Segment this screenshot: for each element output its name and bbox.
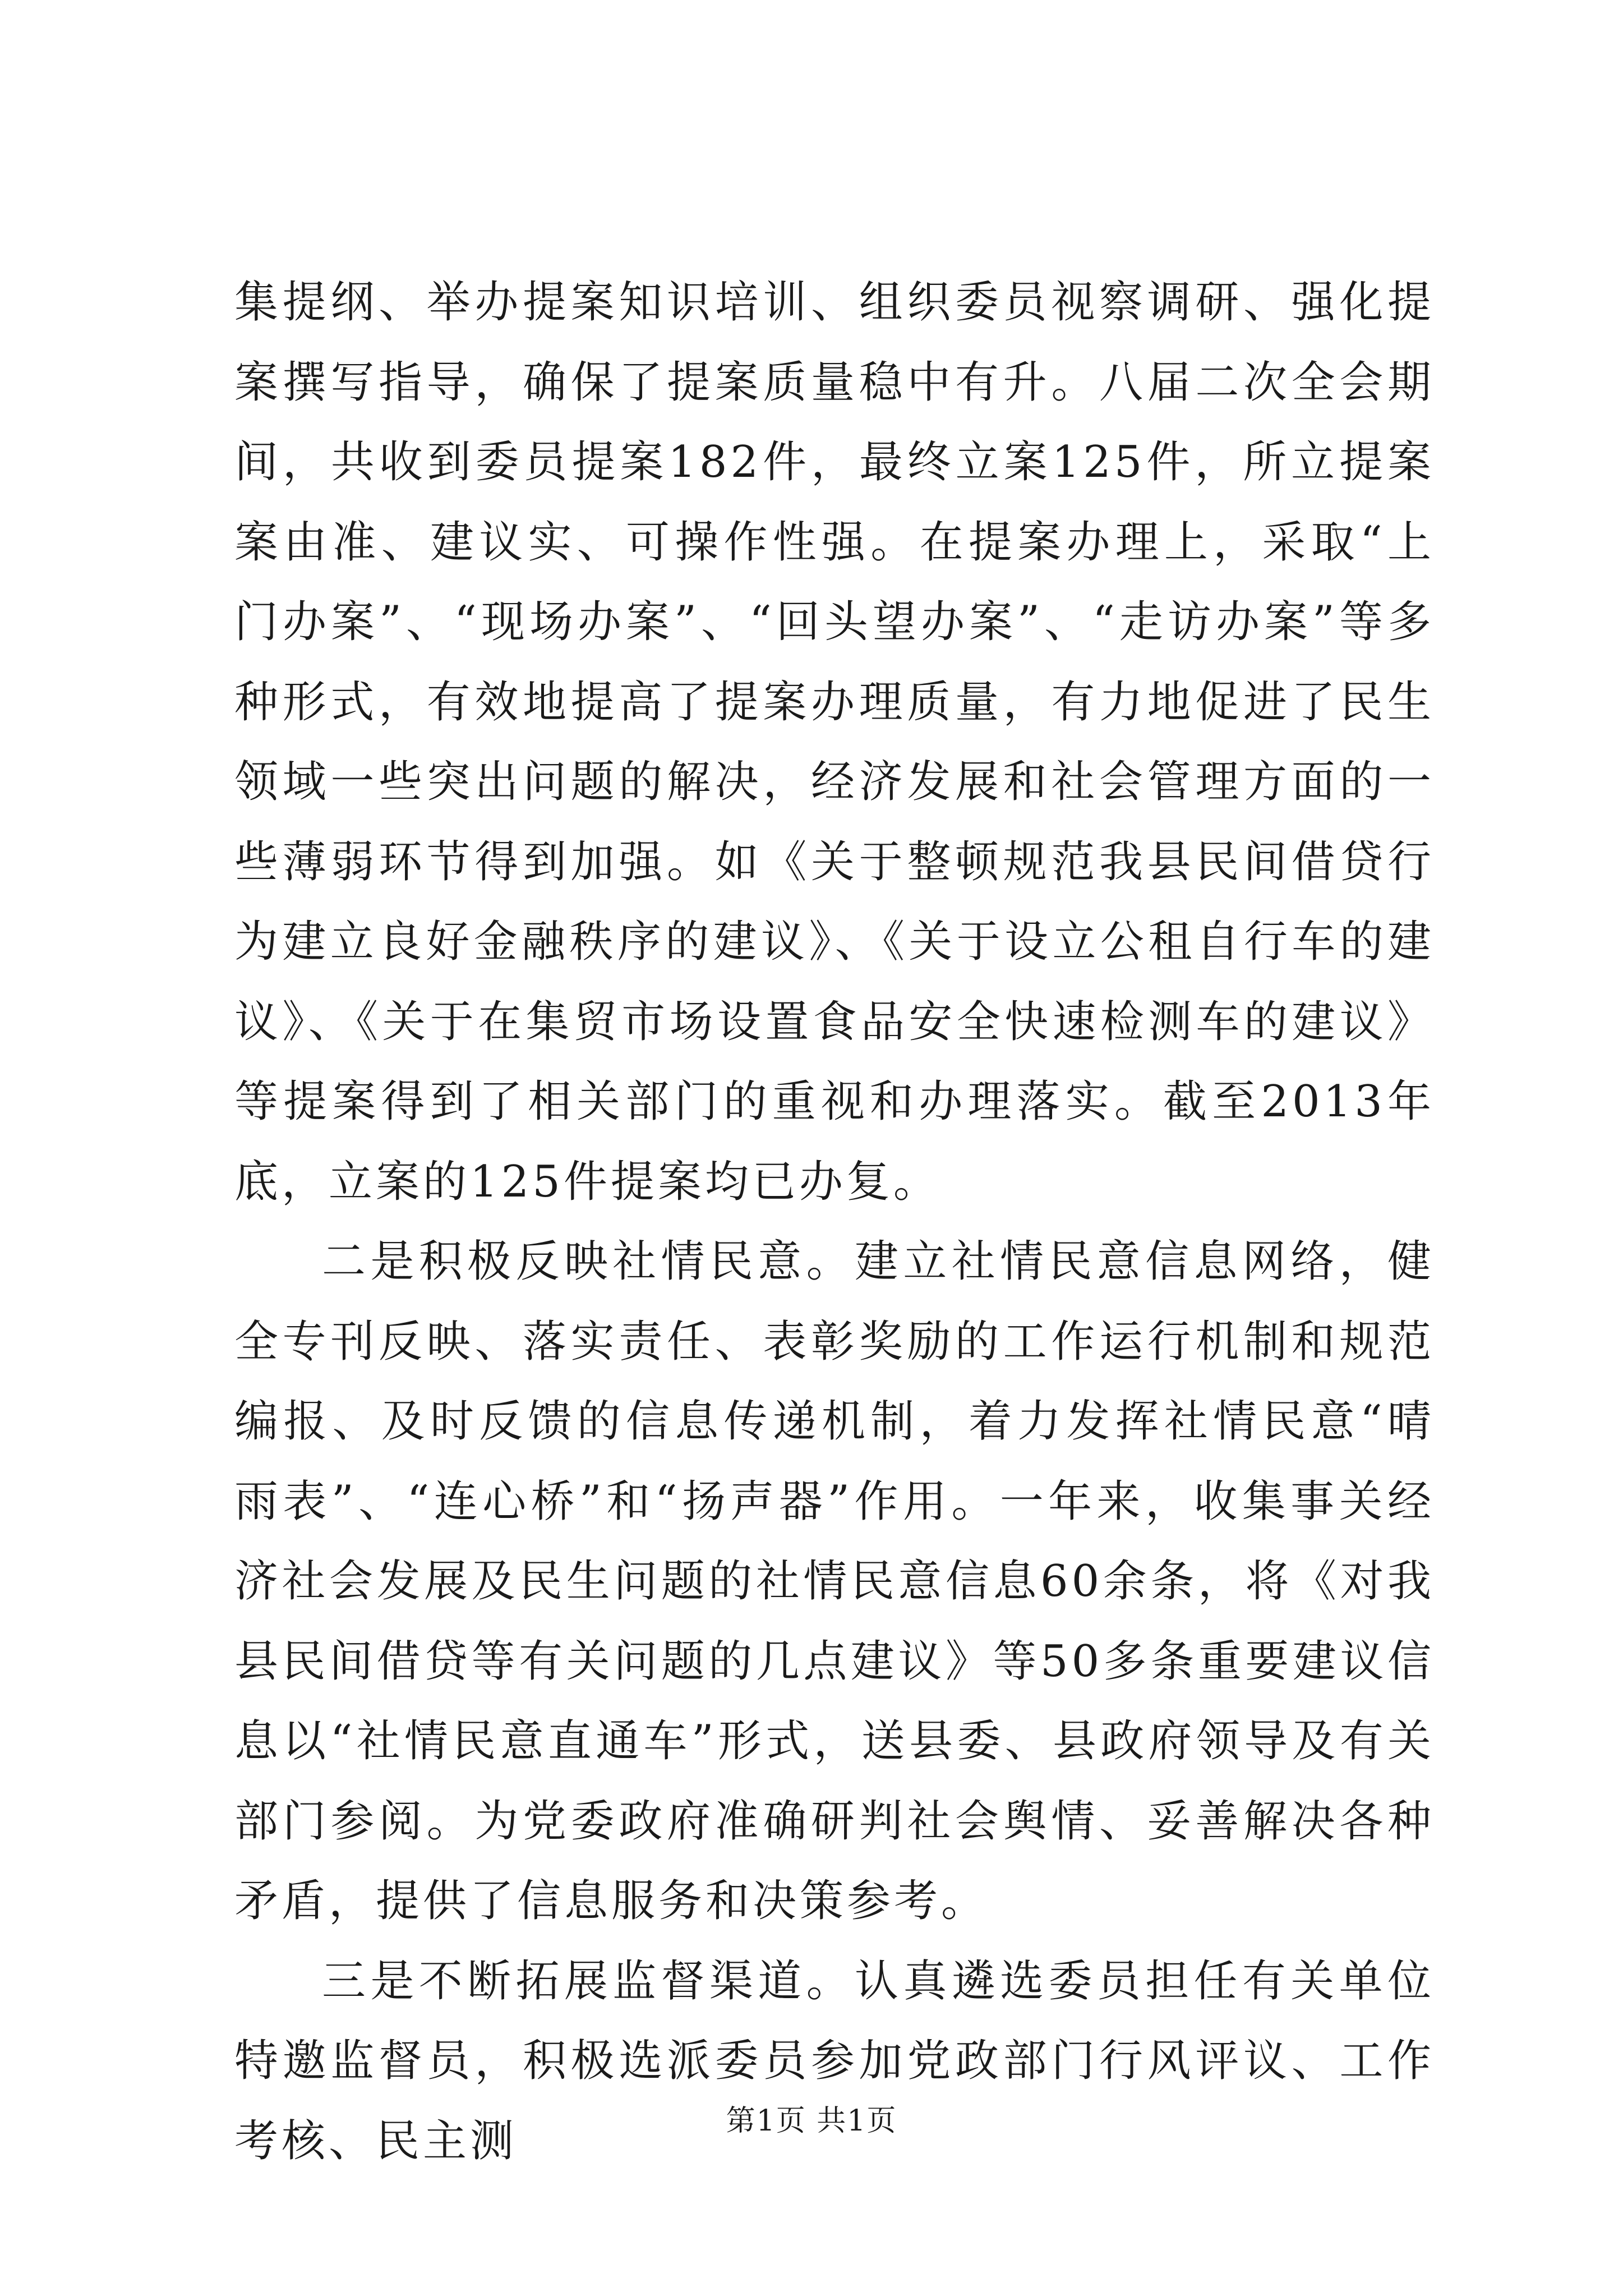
page-number: 第1页 共1页: [726, 2104, 897, 2138]
paragraph-3: 三是不断拓展监督渠道。认真遴选委员担任有关单位特邀监督员，积极选派委员参加党政部门行风评议、工作考核、民主测: [234, 1955, 1435, 2166]
page-footer: [0, 2097, 1623, 2139]
paragraph-1: 集提纲、举办提案知识培训、组织委员视察调研、强化提案撰写指导，确保了提案质量稳中有升。八届二次全会期间，共收到委员提案182件，最终立案125件，所立提案案由准、建议实、可操作性强。在提案办理上，采取“上门办案”、“现场办案”、“回头望办案”、“走访办案”等多种形式，有效地提高了提案办理质量，有力地促进了民生领域一些突出问题的解决，经济发展和社会管理方面的一些薄弱环节得到加强。如《关于整顿规范我县民间借贷行为建立良好金融秩序的建议》、《关于设立公租自行车的建议》、《关于在集贸市场设置食品安全快速检测车的建议》等提案得到了相关部门的重视和办理落实。截至2013年底，立案的125件提案均已办复。: [234, 277, 1435, 1207]
document-body: [234, 263, 1435, 2181]
paragraph-2: 二是积极反映社情民意。建立社情民意信息网络，健全专刊反映、落实责任、表彰奖励的工作运行机制和规范编报、及时反馈的信息传递机制，着力发挥社情民意“晴雨表”、“连心桥”和“扬声器”作用。一年来，收集事关经济社会发展及民生问题的社情民意信息60余条，将《对我县民间借贷等有关问题的几点建议》等50多条重要建议信息以“社情民意直通车”形式，送县委、县政府领导及有关部门参阅。为党委政府准确研判社会舆情、妥善解决各种矛盾，提供了信息服务和决策参考。: [234, 1236, 1435, 1926]
